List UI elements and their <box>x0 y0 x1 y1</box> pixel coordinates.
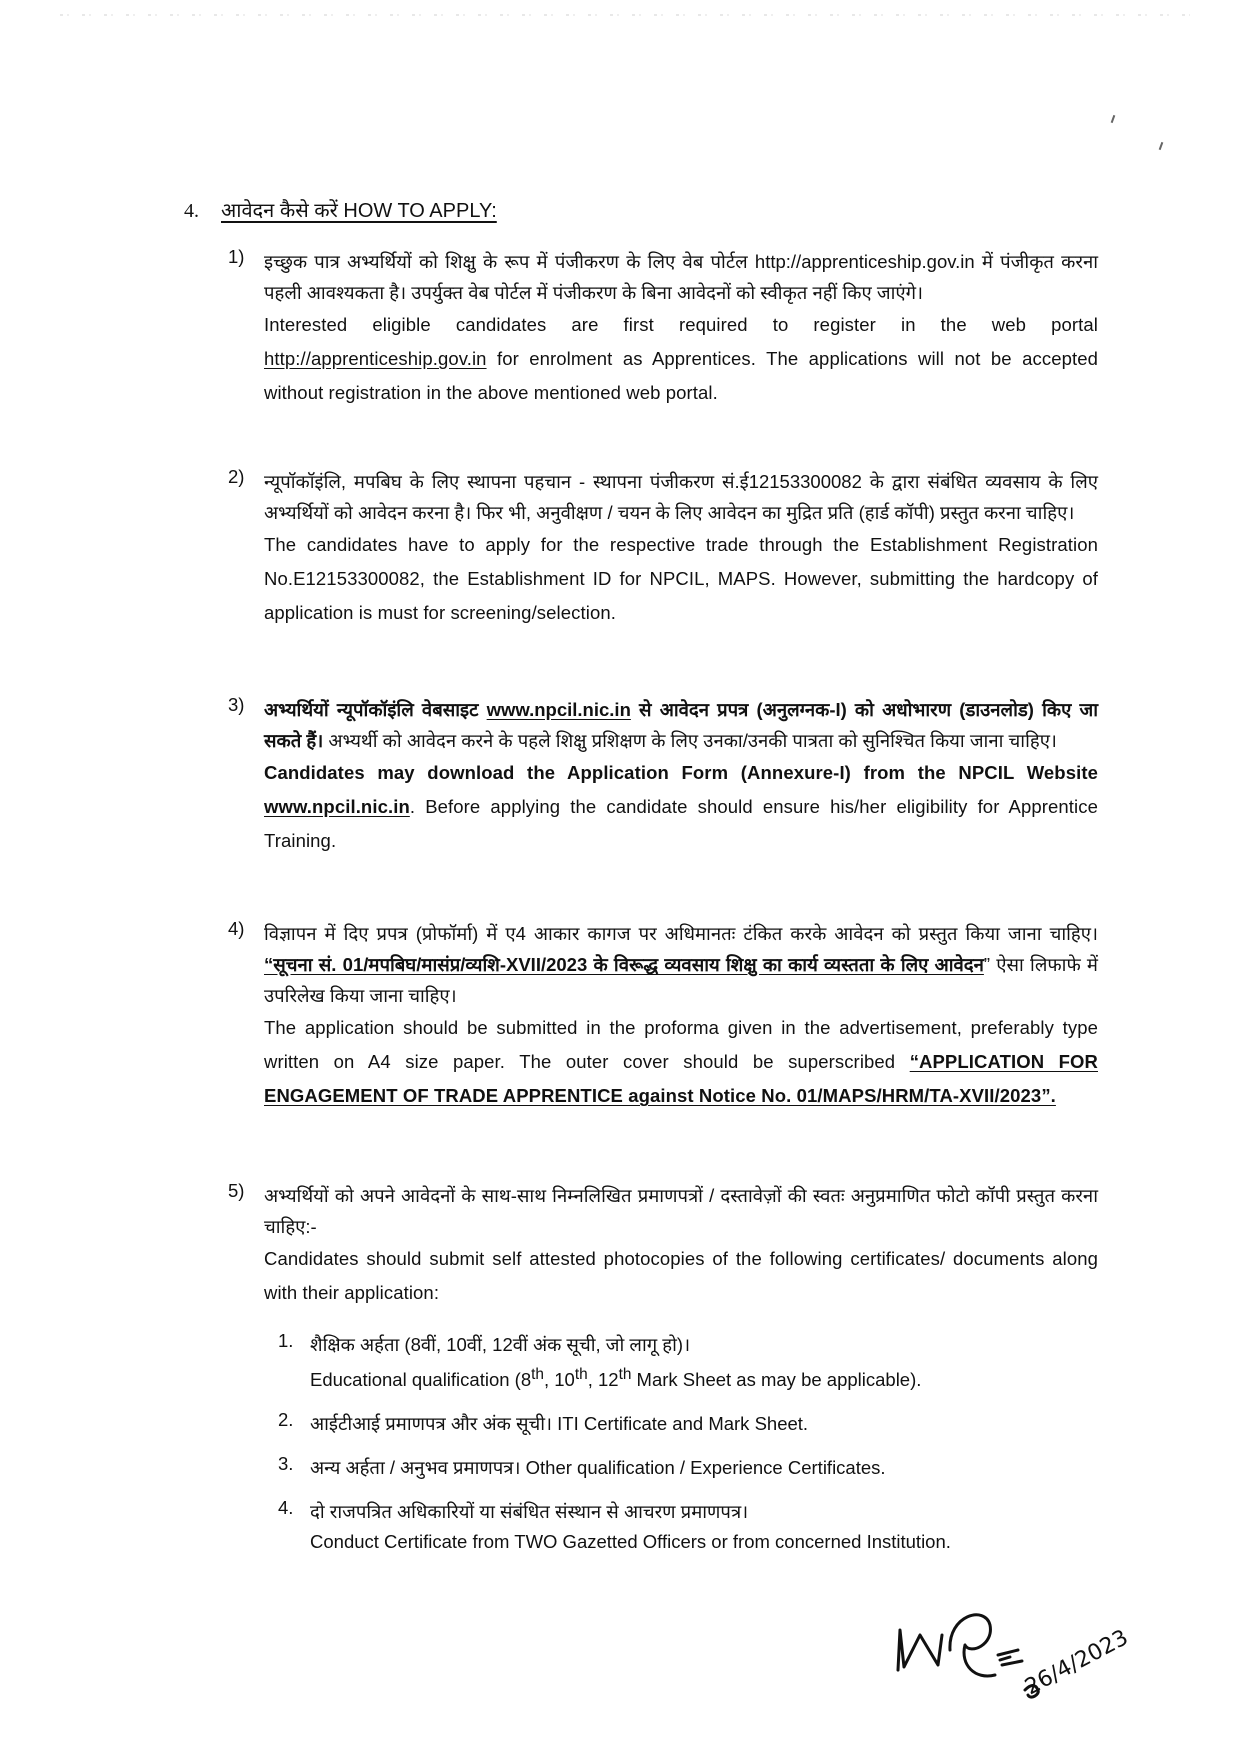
scan-speck <box>1159 142 1164 150</box>
npcil-website-link[interactable]: www.npcil.nic.in <box>264 796 410 817</box>
item-hindi-text: अभ्यर्थियों को अपने आवेदनों के साथ-साथ निम्नलिखित प्रमाणपत्रों / दस्तावेज़ों की स्वतः अनुप्रमाणित फोटो कॉपी प्रस्तुत करना चाहिए:- <box>264 1185 1098 1237</box>
apprenticeship-portal-link[interactable]: http://apprenticeship.gov.in <box>264 348 487 369</box>
document-list-item-3: 3. अन्य अर्हता / अनुभव प्रमाणपत्र। Other qualification / Experience Certificates. <box>278 1453 886 1479</box>
item-english-text: Candidates may download the Application Form (Annexure-I) from the NPCIL Website www.npcil.nic.in. Before applying the candidate should ensure his/her eligibility for Apprentice Training. <box>264 762 1098 851</box>
item-hindi-text: विज्ञापन में दिए प्रपत्र (प्रोफॉर्मा) में ए4 आकार कागज पर अधिमानतः टंकित करके आवेदन को प्रस्तुत किया जाना चाहिए। “सूचना सं. 01/मपबिघ/मासंप्र/व्यशि-XVII/2023 के विरूद्ध व्यवसाय शिक्षु का कार्य व्यस्तता के लिए आवेदन” ऐसा लिफाफे में उपरिलेख किया जाना चाहिए। <box>264 923 1098 1006</box>
scan-artifact <box>60 14 1190 16</box>
item-number: 2) <box>228 466 245 487</box>
doc-hindi: अन्य अर्हता / अनुभव प्रमाणपत्र। <box>310 1457 521 1479</box>
document-list-item-1: 1. शैक्षिक अर्हता (8वीं, 10वीं, 12वीं अंक सूची, जो लागू हो)। Educational qualification (8th, 10th, 12th Mark Sheet as may be applicable). <box>278 1330 1078 1395</box>
section-title: आवेदन कैसे करें HOW TO APPLY: <box>221 200 497 222</box>
item-number: 5) <box>228 1180 245 1201</box>
doc-hindi: शैक्षिक अर्हता (8वीं, 10वीं, 12वीं अंक सूची, जो लागू हो)। <box>310 1334 691 1355</box>
item-hindi-text: इच्छुक पात्र अभ्यर्थियों को शिक्षु के रूप में पंजीकरण के लिए वेब पोर्टल http://apprenticeship.gov.in में पंजीकृत करना पहली आवश्यकता है। उपर्युक्त वेब पोर्टल में पंजीकरण के बिना आवेदनों को स्वीकृत नहीं किए जाएंगे। <box>264 251 1098 303</box>
doc-english: Other qualification / Experience Certificates. <box>520 1457 886 1479</box>
signature-date: 26/4/2023 <box>1021 1625 1133 1701</box>
doc-english: Educational qualification (8th, 10th, 12th Mark Sheet as may be applicable). <box>310 1366 922 1391</box>
required-documents-list <box>278 1330 1078 1571</box>
instruction-item-5 <box>228 1180 1098 1310</box>
item-english-text: Candidates should submit self attested photocopies of the following certificates/ documents along with their application: <box>264 1248 1098 1303</box>
npcil-website-link-hindi[interactable]: www.npcil.nic.in <box>486 699 631 720</box>
doc-english: ITI Certificate and Mark Sheet. <box>552 1413 809 1435</box>
section-heading <box>184 196 497 223</box>
document-list-item-4: 4. दो राजपत्रित अधिकारियों या संबंधित संस्थान से आचरण प्रमाणपत्र। Conduct Certificate from TWO Gazetted Officers or from concerned Institution. <box>278 1497 1078 1557</box>
envelope-superscription: “APPLICATION FOR ENGAGEMENT OF TRADE APPRENTICE against Notice No. 01/MAPS/HRM/TA-XVII/2023”. <box>264 1051 1098 1106</box>
document-list-item-2: 2. आईटीआई प्रमाणपत्र और अंक सूची। ITI Certificate and Mark Sheet. <box>278 1409 809 1435</box>
instruction-item-3 <box>228 694 1098 858</box>
doc-hindi: दो राजपत्रित अधिकारियों या संबंधित संस्थान से आचरण प्रमाणपत्र। <box>310 1501 749 1523</box>
instruction-item-4 <box>228 918 1098 1113</box>
item-number: 1) <box>228 246 245 267</box>
item-hindi-text: न्यूपॉकॉइंलि, मपबिघ के लिए स्थापना पहचान - स्थापना पंजीकरण सं.ई12153300082 के द्वारा संबंधित व्यवसाय के लिए अभ्यर्थियों को आवेदन करना है। फिर भी, अनुवीक्षण / चयन के लिए आवेदन का मुद्रित प्रति (हार्ड कॉपी) प्रस्तुत करना चाहिए। <box>264 471 1098 523</box>
instruction-item-2 <box>228 466 1098 630</box>
doc-english: Conduct Certificate from TWO Gazetted Officers or from concerned Institution. <box>310 1531 951 1553</box>
doc-hindi: आईटीआई प्रमाणपत्र और अंक सूची। <box>310 1413 553 1435</box>
item-number: 4) <box>228 918 245 939</box>
item-english-text: Interested eligible candidates are first required to register in the web portal http://apprenticeship.gov.in for enrolment as Apprentices. The applications will not be accepted without registration in the above mentioned web portal. <box>264 314 1098 403</box>
section-number: 4. <box>184 200 199 222</box>
item-english-text: The candidates have to apply for the respective trade through the Establishment Registration No.E12153300082, the Establishment ID for NPCIL, MAPS. However, submitting the hardcopy of application is must for screening/selection. <box>264 534 1098 623</box>
scan-speck <box>1111 115 1116 123</box>
item-english-text: The application should be submitted in the proforma given in the advertisement, preferably type written on A4 size paper. The outer cover should be superscribed “APPLICATION FOR ENGAGEMENT OF TRADE APPRENTICE against Notice No. 01/MAPS/HRM/TA-XVII/2023”. <box>264 1017 1098 1106</box>
handwritten-signature <box>890 1595 1170 1715</box>
item-hindi-text: अभ्यर्थियों न्यूपॉकॉइंलि वेबसाइट www.npcil.nic.in से आवेदन प्रपत्र (अनुलग्नक-I) को अधोभारण (डाउनलोड) किए जा सकते हैं। अभ्यर्थी को आवेदन करने के पहले शिक्षु प्रशिक्षण के लिए उनका/उनकी पात्रता को सुनिश्चित किया जाना चाहिए। <box>264 699 1098 751</box>
envelope-superscription-hindi: “सूचना सं. 01/मपबिघ/मासंप्र/व्यशि-XVII/2023 के विरूद्ध व्यवसाय शिक्षु का कार्य व्यस्तता के लिए आवेदन <box>264 954 984 975</box>
instruction-item-1 <box>228 246 1098 410</box>
item-number: 3) <box>228 694 245 715</box>
